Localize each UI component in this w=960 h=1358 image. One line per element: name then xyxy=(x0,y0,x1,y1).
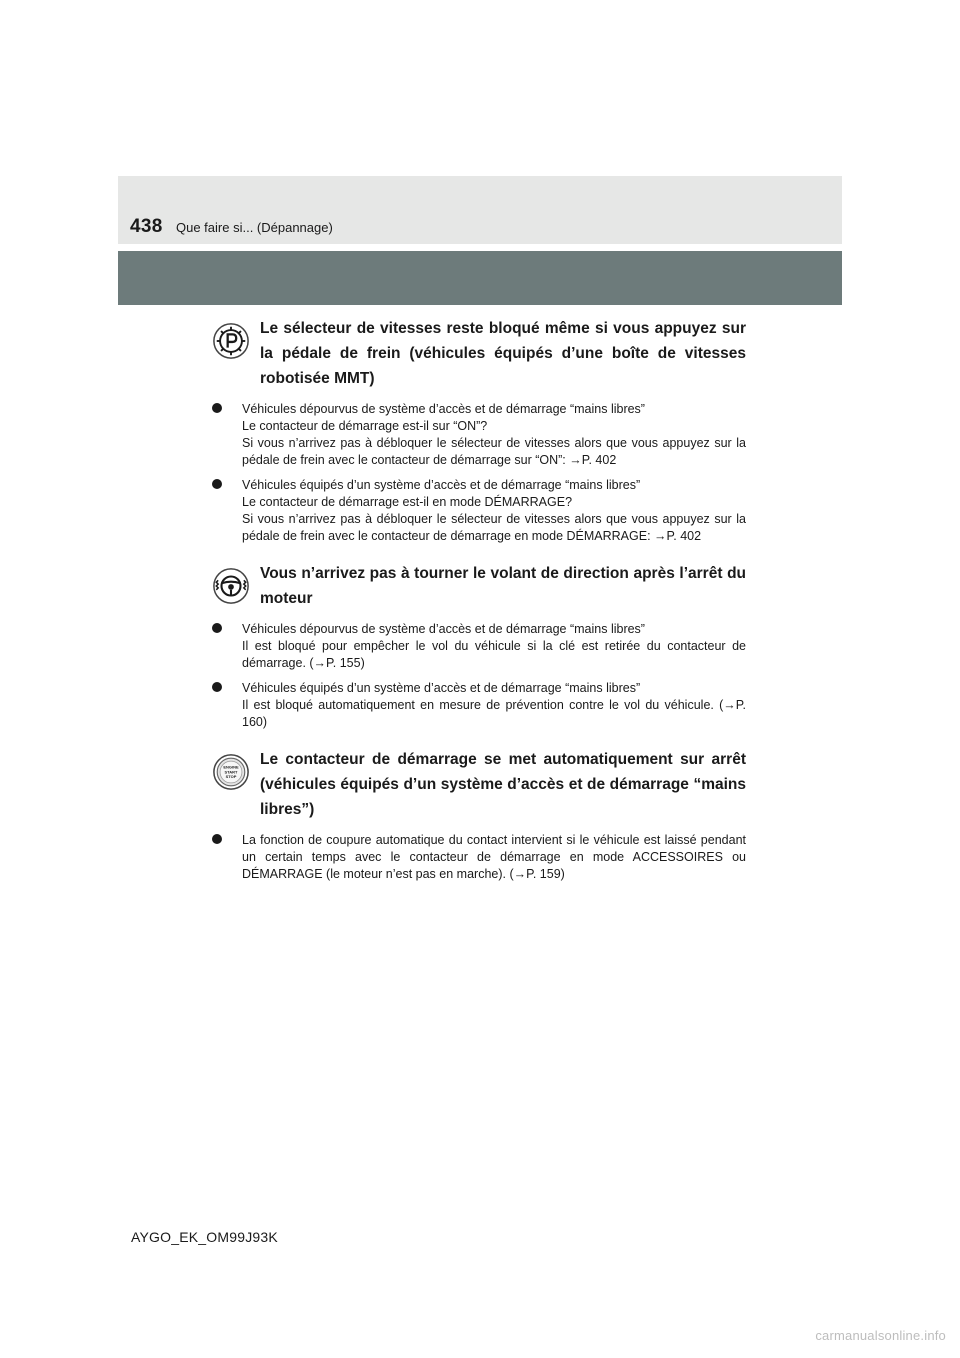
bullet-line: Il est bloqué pour empêcher le vol du véhicule si la clé est retirée du contacteur de démarrage. (→P. 155) xyxy=(242,639,746,670)
bullet-line: Véhicules équipés d’un système d’accès et de démarrage “mains libres” xyxy=(242,478,641,492)
content xyxy=(212,316,746,899)
bullet-item xyxy=(212,477,746,545)
bullet-dot xyxy=(212,623,222,633)
bullet-line: Le contacteur de démarrage est-il sur “ON”? xyxy=(242,419,488,433)
bullet-item xyxy=(212,832,746,883)
troubleshoot-item xyxy=(212,561,746,731)
chapter-title: Que faire si... (Dépannage) xyxy=(176,220,333,235)
engine-start-stop-icon xyxy=(212,753,250,791)
bullet-item xyxy=(212,401,746,469)
bullet-dot xyxy=(212,682,222,692)
bullet-line: La fonction de coupure automatique du contact intervient si le véhicule est laissé pendant un certain temps avec le contacteur de démarrage en mode ACCESSOIRES ou DÉMARRAGE (le moteur n’est pas en marche). (→P. 159) xyxy=(242,833,746,881)
section-bar xyxy=(118,251,842,305)
bullet-dot xyxy=(212,834,222,844)
bullet-dot xyxy=(212,479,222,489)
item-heading xyxy=(212,747,746,822)
page-number: 438 xyxy=(130,216,163,237)
shift-lock-icon xyxy=(212,322,250,360)
document-code: AYGO_EK_OM99J93K xyxy=(131,1229,278,1245)
item-title: Vous n’arrivez pas à tourner le volant de direction après l’arrêt du moteur xyxy=(260,565,746,607)
bullet-item xyxy=(212,680,746,731)
item-title: Le sélecteur de vitesses reste bloqué même si vous appuyez sur la pédale de frein (véhicules équipés d’une boîte de vitesses robotisée MMT) xyxy=(260,320,746,387)
troubleshoot-item xyxy=(212,316,746,545)
bullet-line: Véhicules dépourvus de système d’accès et de démarrage “mains libres” xyxy=(242,622,645,636)
troubleshoot-item xyxy=(212,747,746,883)
bullet-line: Il est bloqué automatiquement en mesure de prévention contre le vol du véhicule. (→P. 160) xyxy=(242,698,746,729)
watermark: carmanualsonline.info xyxy=(815,1328,946,1343)
bullet-line: Véhicules équipés d’un système d’accès et de démarrage “mains libres” xyxy=(242,681,641,695)
bullet-line: Le contacteur de démarrage est-il en mode DÉMARRAGE? xyxy=(242,495,573,509)
icon-text-engine: ENGINE xyxy=(223,764,239,770)
bullet-dot xyxy=(212,403,222,413)
icon-text-start: START xyxy=(224,769,238,775)
bullet-line: Si vous n’arrivez pas à débloquer le sélecteur de vitesses alors que vous appuyez sur la pédale de frein avec le contacteur de démarrage en mode DÉMARRAGE: →P. 402 xyxy=(242,512,746,543)
item-heading xyxy=(212,316,746,391)
icon-text-stop: STOP xyxy=(225,774,237,780)
bullet-line: Véhicules dépourvus de système d’accès et de démarrage “mains libres” xyxy=(242,402,645,416)
bullet-line: Si vous n’arrivez pas à débloquer le sélecteur de vitesses alors que vous appuyez sur la pédale de frein avec le contacteur de démarrage sur “ON”: →P. 402 xyxy=(242,436,746,467)
item-title: Le contacteur de démarrage se met automatiquement sur arrêt (véhicules équipés d’un système d’accès et de démarrage “mains libres”) xyxy=(260,751,746,818)
steering-lock-icon xyxy=(212,567,250,605)
item-heading xyxy=(212,561,746,611)
bullet-item xyxy=(212,621,746,672)
